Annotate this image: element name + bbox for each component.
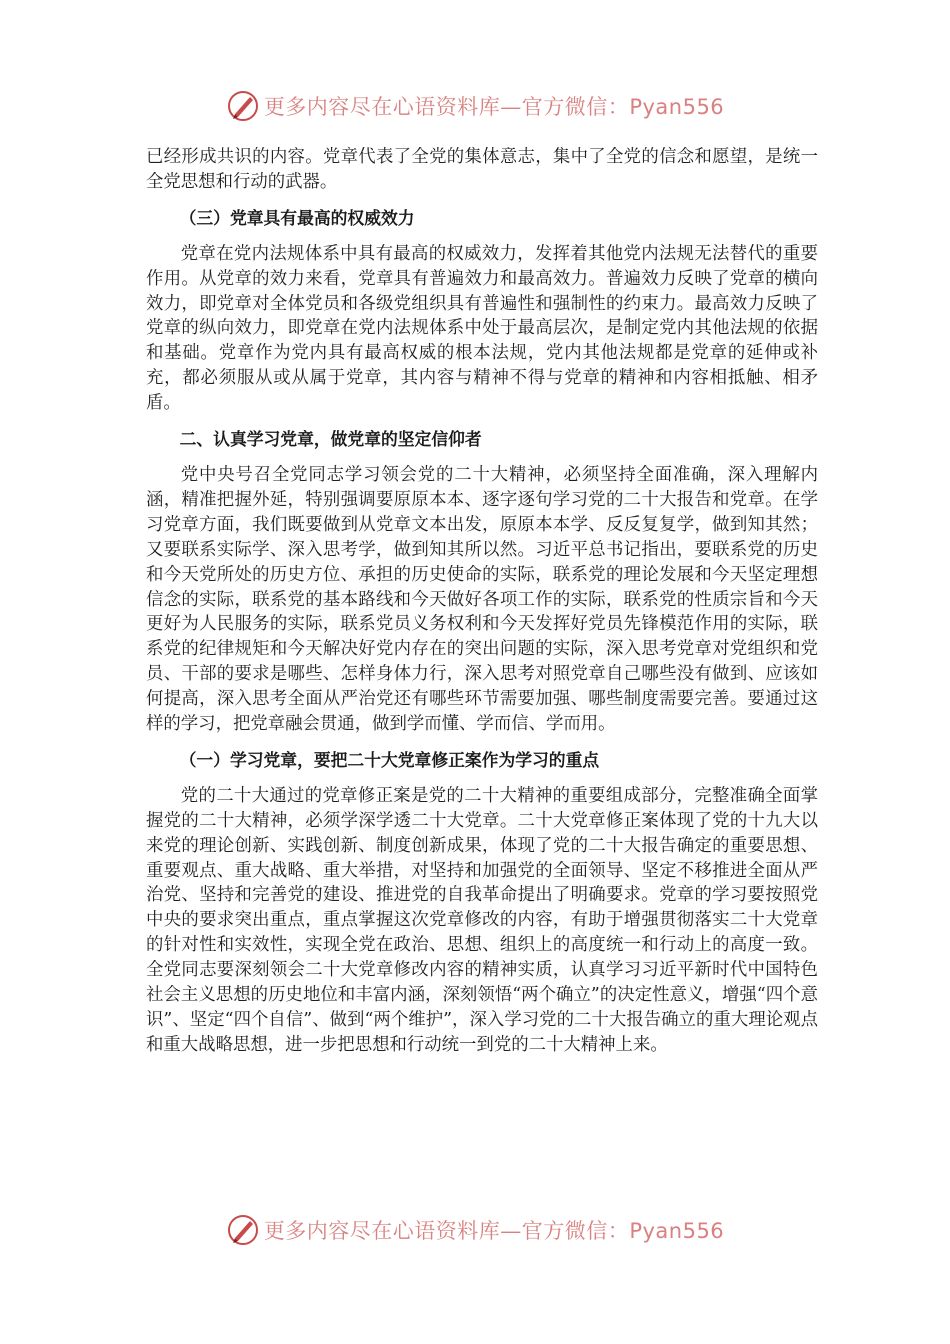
- paragraph: 党章在党内法规体系中具有最高的权威效力，发挥着其他党内法规无法替代的重要作用。从党章的效力来看，党章具有普遍效力和最高效力。普遍效力反映了党章的横向效力，即党章对全体党员和各级党组织具有普遍性和强制性的约束力。最高效力反映了党章的纵向效力，即党章在党内法规体系中处于最高层次，是制定党内其他法规的依据和基础。党章作为党内具有最高权威的根本法规，党内其他法规都是党章的延伸或补充，都必须服从或从属于党章，其内容与精神不得与党章的精神和内容相抵触、相矛盾。: [146, 243, 818, 414]
- banner-text: [264, 91, 724, 121]
- document-body: [146, 145, 818, 1069]
- paragraph: 党中央号召全党同志学习领会党的二十大精神，必须坚持全面准确，深入理解内涵，精准把握外延，特别强调要原原本本、逐字逐句学习党的二十大报告和党章。在学习党章方面，我们既要做到从党章文本出发，原原本本学、反反复复学，做到知其然；又要联系实际学、深入思考学，做到知其所以然。习近平总书记指出，要联系党的历史和今天党所处的历史方位、承担的历史使命的实际，联系党的理论发展和今天坚定理想信念的实际，联系党的基本路线和今天做好各项工作的实际，联系党的性质宗旨和今天更好为人民服务的实际，联系党员义务权利和今天发挥好党员先锋模范作用的实际，联系党的纪律规矩和今天解决好党内存在的突出问题的实际，深入思考党章对党组织和党员、干部的要求是哪些、怎样身体力行，深入思考对照党章自己哪些没有做到、应该如何提高，深入思考全面从严治党还有哪些环节需要加强、哪些制度需要完善。要通过这样的学习，把党章融会贯通，做到学而懂、学而信、学而用。: [146, 464, 818, 735]
- banner-wechat-id: Pyan556: [629, 95, 725, 119]
- footer-banner: [0, 1208, 950, 1252]
- banner-wechat-id: Pyan556: [629, 1219, 725, 1243]
- section-heading: 二、认真学习党章，做党章的坚定信仰者: [179, 429, 482, 450]
- paragraph: 党的二十大通过的党章修正案是党的二十大精神的重要组成部分，完整准确全面掌握党的二十大精神，必须学深学透二十大党章。二十大党章修正案体现了党的十九大以来党的理论创新、实践创新、制度创新成果，体现了党的二十大报告确定的重要思想、重要观点、重大战略、重大举措，对坚持和加强党的全面领导、坚定不移推进全面从严治党、坚持和完善党的建设、推进党的自我革命提出了明确要求。党章的学习要按照党中央的要求突出重点，重点掌握这次党章修改的内容，有助于增强贯彻落实二十大党章的针对性和实效性，实现全党在政治、思想、组织上的高度统一和行动上的高度一致。全党同志要深刻领会二十大党章修改内容的精神实质，认真学习习近平新时代中国特色社会主义思想的历史地位和丰富内涵，深刻领悟“两个确立”的决定性意义，增强“四个意识”、坚定“四个自信”、做到“两个维护”，深入学习党的二十大报告确立的重大理论观点和重大战略思想，进一步把思想和行动统一到党的二十大精神上来。: [146, 785, 818, 1055]
- banner-text-cn: 更多内容尽在心语资料库—官方微信：: [263, 1219, 630, 1243]
- banner-text: [264, 1215, 724, 1245]
- section-heading: （三）党章具有最高的权威效力: [179, 207, 415, 228]
- pen-logo-icon: [226, 89, 260, 123]
- header-banner: [0, 84, 950, 128]
- section-heading: （一）学习党章，要把二十大党章修正案作为学习的重点: [179, 749, 600, 770]
- banner-text-cn: 更多内容尽在心语资料库—官方微信：: [263, 95, 630, 119]
- pen-logo-icon: [226, 1213, 260, 1247]
- paragraph: 已经形成共识的内容。党章代表了全党的集体意志，集中了全党的信念和愿望，是统一全党思想和行动的武器。: [146, 147, 818, 192]
